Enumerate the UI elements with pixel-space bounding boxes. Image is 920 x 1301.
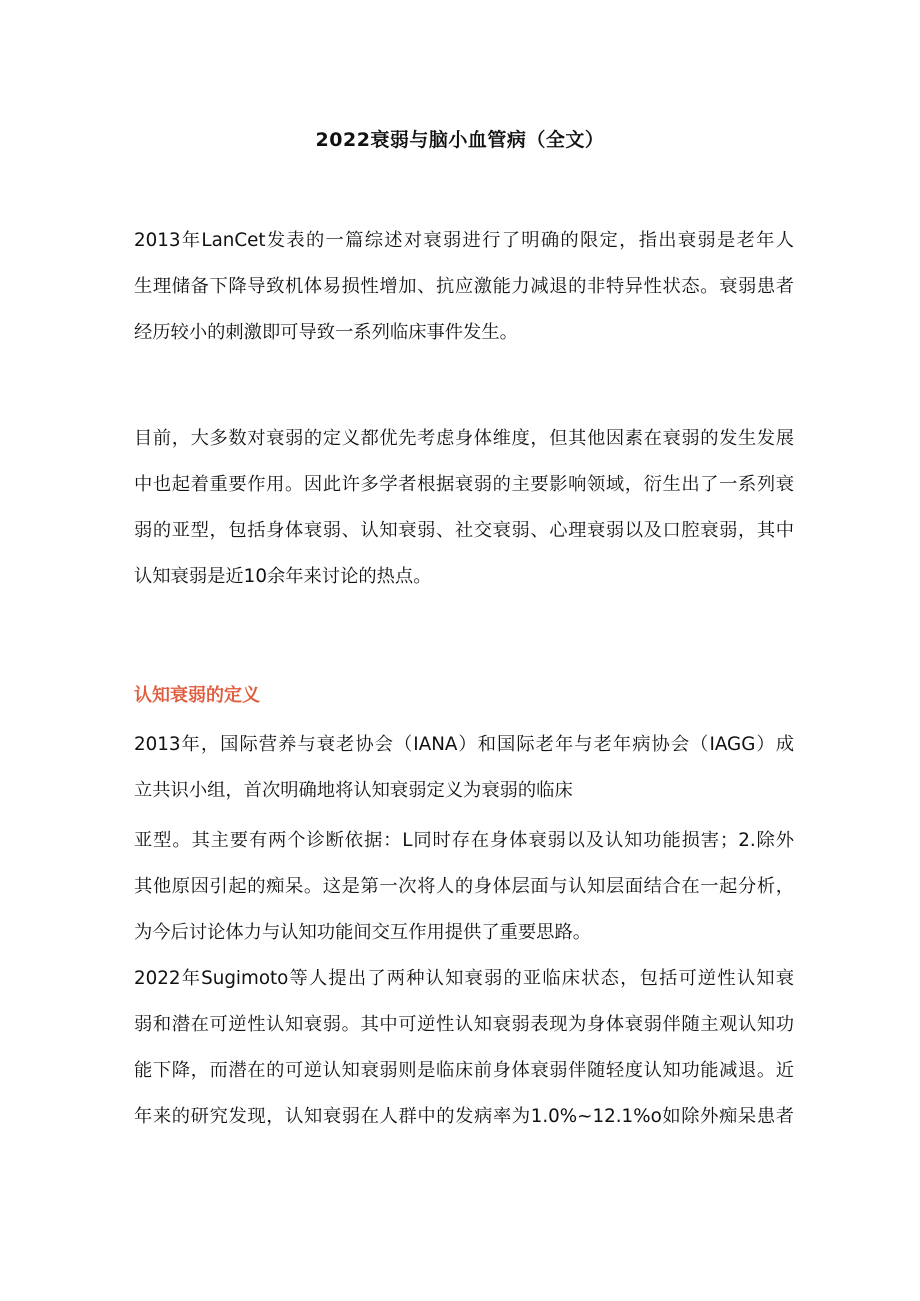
paragraph-line: 亚型。其主要有两个诊断依据：L同时存在身体衰弱以及认知功能损害；2.除外 <box>134 830 794 851</box>
paragraph-line: 2013年LanCet发表的一篇综述对衰弱进行了明确的限定，指出衰弱是老年人 <box>134 230 794 251</box>
paragraph-line: 立共识小组，首次明确地将认知衰弱定义为衰弱的临床 <box>134 780 573 801</box>
paragraph-line: 为今后讨论体力与认知功能间交互作用提供了重要思路。 <box>134 922 592 943</box>
paragraph-line: 年来的研究发现，认知衰弱在人群中的发病率为1.0%~12.1%o如除外痴呆患者 <box>134 1106 794 1127</box>
paragraph-line: 其他原因引起的痴呆。这是第一次将人的身体层面与认知层面结合在一起分析， <box>134 876 794 897</box>
document-title: 2022衰弱与脑小血管病（全文） <box>315 129 605 151</box>
paragraph-line: 经历较小的刺激即可导致一系列临床事件发生。 <box>134 322 518 343</box>
paragraph-line: 生理储备下降导致机体易损性增加、抗应激能力减退的非特异性状态。衰弱患者 <box>134 276 794 297</box>
paragraph-line: 认知衰弱是近10余年来讨论的热点。 <box>134 566 432 587</box>
paragraph-line: 弱和潜在可逆性认知衰弱。其中可逆性认知衰弱表现为身体衰弱伴随主观认知功 <box>134 1014 794 1035</box>
paragraph-line: 目前，大多数对衰弱的定义都优先考虑身体维度，但其他因素在衰弱的发生发展 <box>134 428 794 449</box>
section-heading: 认知衰弱的定义 <box>134 685 260 706</box>
paragraph-line: 能下降，而潜在的可逆认知衰弱则是临床前身体衰弱伴随轻度认知功能减退。近 <box>134 1060 794 1081</box>
paragraph-definition <box>134 722 794 814</box>
paragraph-line: 2022年Sugimoto等人提出了两种认知衰弱的亚临床状态，包括可逆性认知衰 <box>134 968 794 989</box>
paragraph-subtypes <box>134 416 794 600</box>
paragraph-line: 中也起着重要作用。因此许多学者根据衰弱的主要影响领域，衍生出了一系列衰 <box>134 474 794 495</box>
paragraph-diagnosis <box>134 818 794 1140</box>
paragraph-intro <box>134 218 794 356</box>
paragraph-line: 2013年，国际营养与衰老协会（IANA）和国际老年与老年病协会（IAGG）成 <box>134 734 794 755</box>
paragraph-line: 弱的亚型，包括身体衰弱、认知衰弱、社交衰弱、心理衰弱以及口腔衰弱，其中 <box>134 520 794 541</box>
